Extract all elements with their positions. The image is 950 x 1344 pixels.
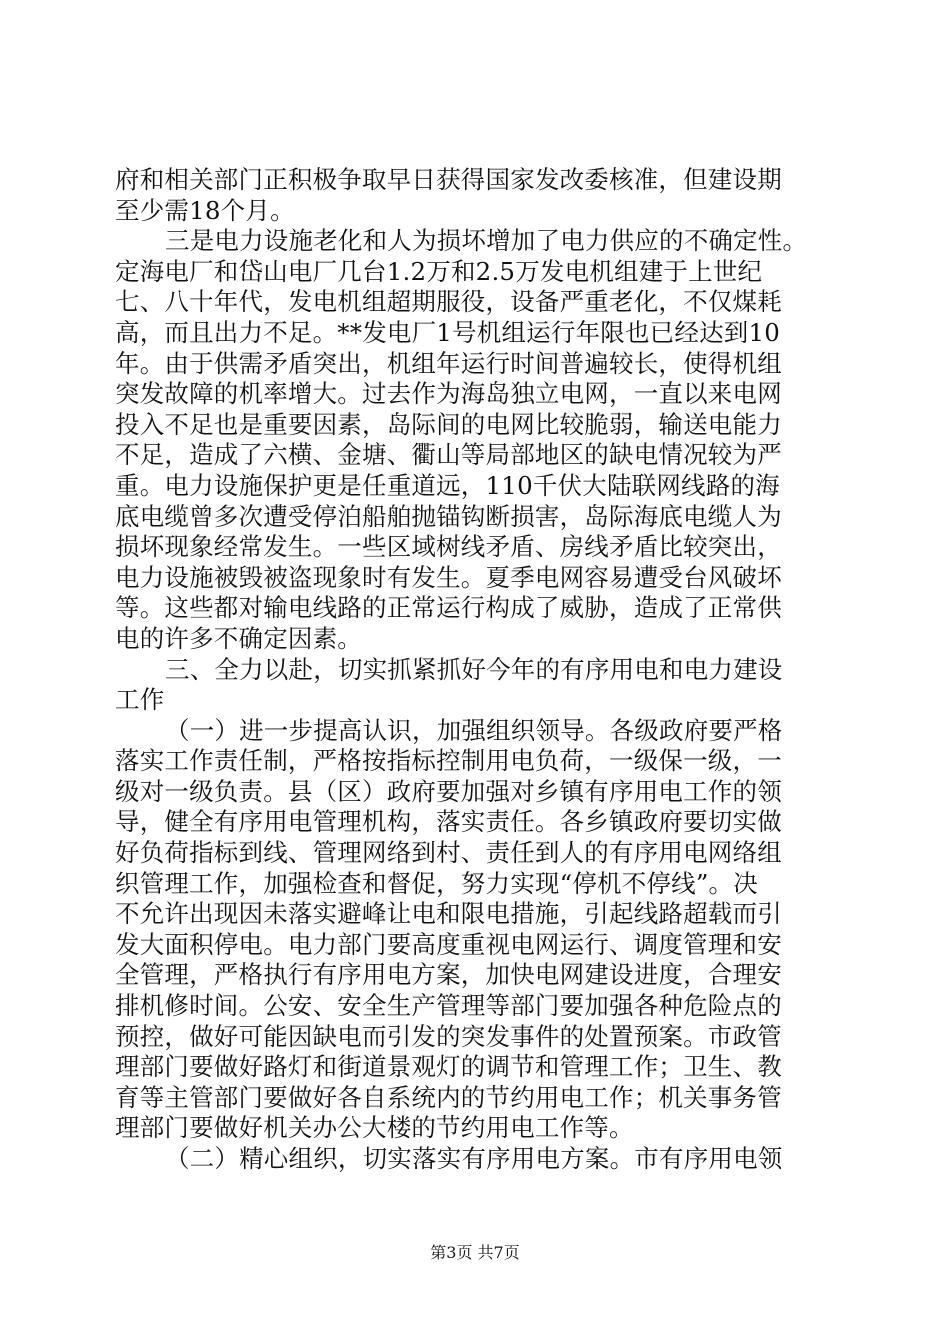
text-line: 至少需18个月。: [115, 195, 295, 225]
text-line: 年。由于供需矛盾突出，机组年运行时间普遍较长，使得机组: [115, 348, 782, 378]
paragraph-start-line: （二）精心组织，切实落实有序用电方案。市有序用电领: [165, 1144, 783, 1173]
text-line: 理部门要做好机关办公大楼的节约用电工作等。: [115, 1113, 634, 1143]
text-line: 育等主管部门要做好各自系统内的节约用电工作；机关事务管: [115, 1082, 782, 1112]
text-line: 府和相关部门正积极争取早日获得国家发改委核准，但建设期: [115, 165, 782, 194]
text-line: 底电缆曾多次遭受停泊船舶抛锚钩断损害，岛际海底电缆人为: [115, 501, 782, 531]
text-line: 七、八十年代，发电机组超期服役，设备严重老化，不仅煤耗: [115, 287, 782, 317]
text-line: 投入不足也是重要因素，岛际间的电网比较脆弱，输送电能力: [115, 409, 782, 439]
text-line: 损坏现象经常发生。一些区域树线矛盾、房线矛盾比较突出，: [115, 532, 782, 562]
text-line: 突发故障的机率增大。过去作为海岛独立电网，一直以来电网: [115, 379, 782, 409]
text-line: 等。这些都对输电线路的正常运行构成了威胁，造成了正常供: [115, 593, 782, 623]
text-line: 高，而且出力不足。**发电厂1号机组运行年限也已经达到10: [115, 317, 781, 347]
text-line: 好负荷指标到线、管理网络到村、责任到人的有序用电网络组: [115, 838, 782, 868]
text-line: 不允许出现因未落实避峰让电和限电措施，引起线路超载而引: [115, 899, 782, 929]
text-line: 发大面积停电。电力部门要高度重视电网运行、调度管理和安: [115, 929, 782, 959]
text-line: 排机修时间。公安、安全生产管理等部门要加强各种危险点的: [115, 991, 782, 1021]
paragraph-start-line: 三是电力设施老化和人为损坏增加了电力供应的不确定性。: [165, 226, 808, 256]
text-line: 电的许多不确定因素。: [115, 623, 362, 653]
text-line: 织管理工作，加强检查和督促，努力实现“停机不停线”。决: [115, 868, 758, 898]
text-line: 电力设施被毁被盗现象时有发生。夏季电网容易遭受台风破坏: [115, 562, 782, 592]
page-number-footer: 第3页 共7页: [430, 1243, 520, 1262]
text-line: 导，健全有序用电管理机构，落实责任。各乡镇政府要切实做: [115, 807, 782, 837]
text-line: 全管理，严格执行有序用电方案，加快电网建设进度，合理安: [115, 960, 782, 990]
text-line: 预控，做好可能因缺电而引发的突发事件的处置预案。市政管: [115, 1021, 782, 1051]
text-line: 定海电厂和岱山电厂几台1.2万和2.5万发电机组建于上世纪: [115, 256, 763, 286]
section-heading: 三、全力以赴，切实抓紧抓好今年的有序用电和电力建设: [165, 654, 783, 684]
body-text: [115, 165, 840, 1175]
text-line: 落实工作责任制，严格按指标控制用电负荷，一级保一级，一: [115, 746, 782, 776]
text-line: 理部门要做好路灯和街道景观灯的调节和管理工作；卫生、教: [115, 1052, 782, 1082]
section-heading-continued: 工作: [115, 685, 165, 715]
paragraph-start-line: （一）进一步提高认识，加强组织领导。各级政府要严格: [165, 715, 783, 745]
text-line: 级对一级负责。县（区）政府要加强对乡镇有序用电工作的领: [115, 776, 782, 806]
text-line: 重。电力设施保护更是任重道远，110千伏大陆联网线路的海: [115, 470, 780, 500]
text-line: 不足，造成了六横、金塘、衢山等局部地区的缺电情况较为严: [115, 440, 782, 470]
